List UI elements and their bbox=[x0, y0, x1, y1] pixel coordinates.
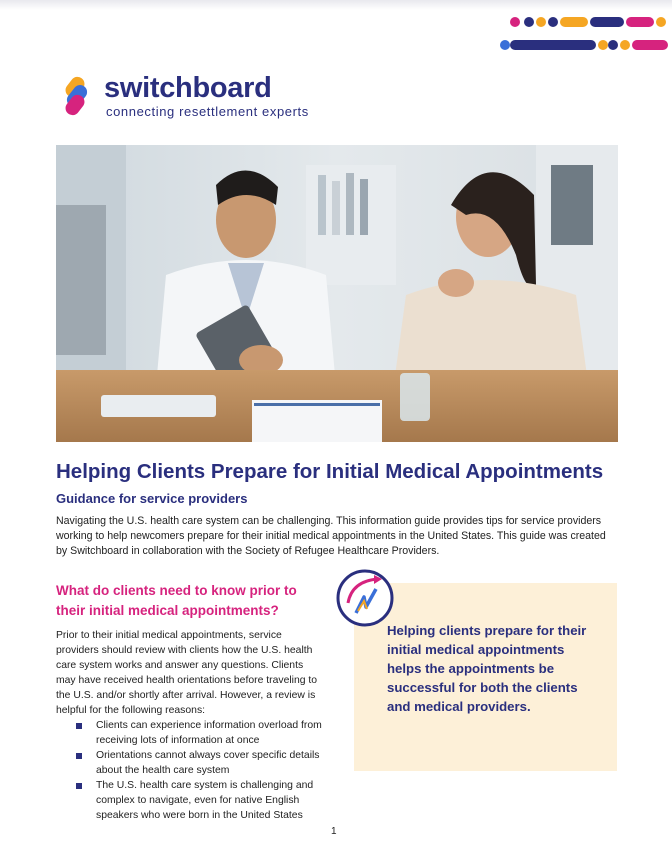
list-item-text: The U.S. health care system is challenging and complex to navigate, even for native English speakers who were born in the United States bbox=[96, 780, 314, 821]
page-subtitle: Guidance for service providers bbox=[56, 491, 248, 506]
decorative-dots-bottom bbox=[496, 38, 672, 52]
reasons-list bbox=[56, 718, 326, 823]
decorative-dots-top bbox=[506, 15, 672, 29]
switchboard-logo-icon bbox=[56, 74, 96, 118]
brand-tagline: connecting resettlement experts bbox=[106, 104, 309, 119]
list-item-text: Orientations cannot always cover specific details about the health care system bbox=[96, 750, 320, 776]
list-item bbox=[56, 718, 326, 748]
list-item bbox=[56, 748, 326, 778]
page-title: Helping Clients Prepare for Initial Medical Appointments bbox=[56, 460, 604, 483]
intro-paragraph: Navigating the U.S. health care system can be challenging. This information guide provides tips for service providers working to help newcomers prepare for their initial medical appointments in the United States. This guide was created by Switchboard in collaboration with the Society of Refugee Healthcare Providers. bbox=[56, 515, 606, 557]
section-body: Prior to their initial medical appointments, service providers should review with clients how the U.S. health care system works and answer any questions. Clients may have received health orientations before traveling to the U.S. and/or shortly after arrival. However, a review is helpful for the following reasons: bbox=[56, 630, 318, 716]
callout-text: Helping clients prepare for their initial medical appointments helps the appointments be successful for both the clients and medical providers. bbox=[387, 623, 587, 714]
section-heading: What do clients need to know prior to their initial medical appointments? bbox=[56, 583, 297, 618]
bullet-square-icon bbox=[76, 783, 82, 789]
bullet-square-icon bbox=[76, 723, 82, 729]
doctor-patient-photo bbox=[56, 145, 618, 442]
list-item bbox=[56, 778, 326, 823]
top-shade bbox=[0, 0, 672, 10]
brand-name: switchboard bbox=[104, 72, 272, 104]
list-item-text: Clients can experience information overload from receiving lots of information at once bbox=[96, 720, 322, 746]
page-number: 1 bbox=[331, 826, 337, 837]
compass-icon bbox=[334, 567, 396, 629]
bullet-square-icon bbox=[76, 753, 82, 759]
